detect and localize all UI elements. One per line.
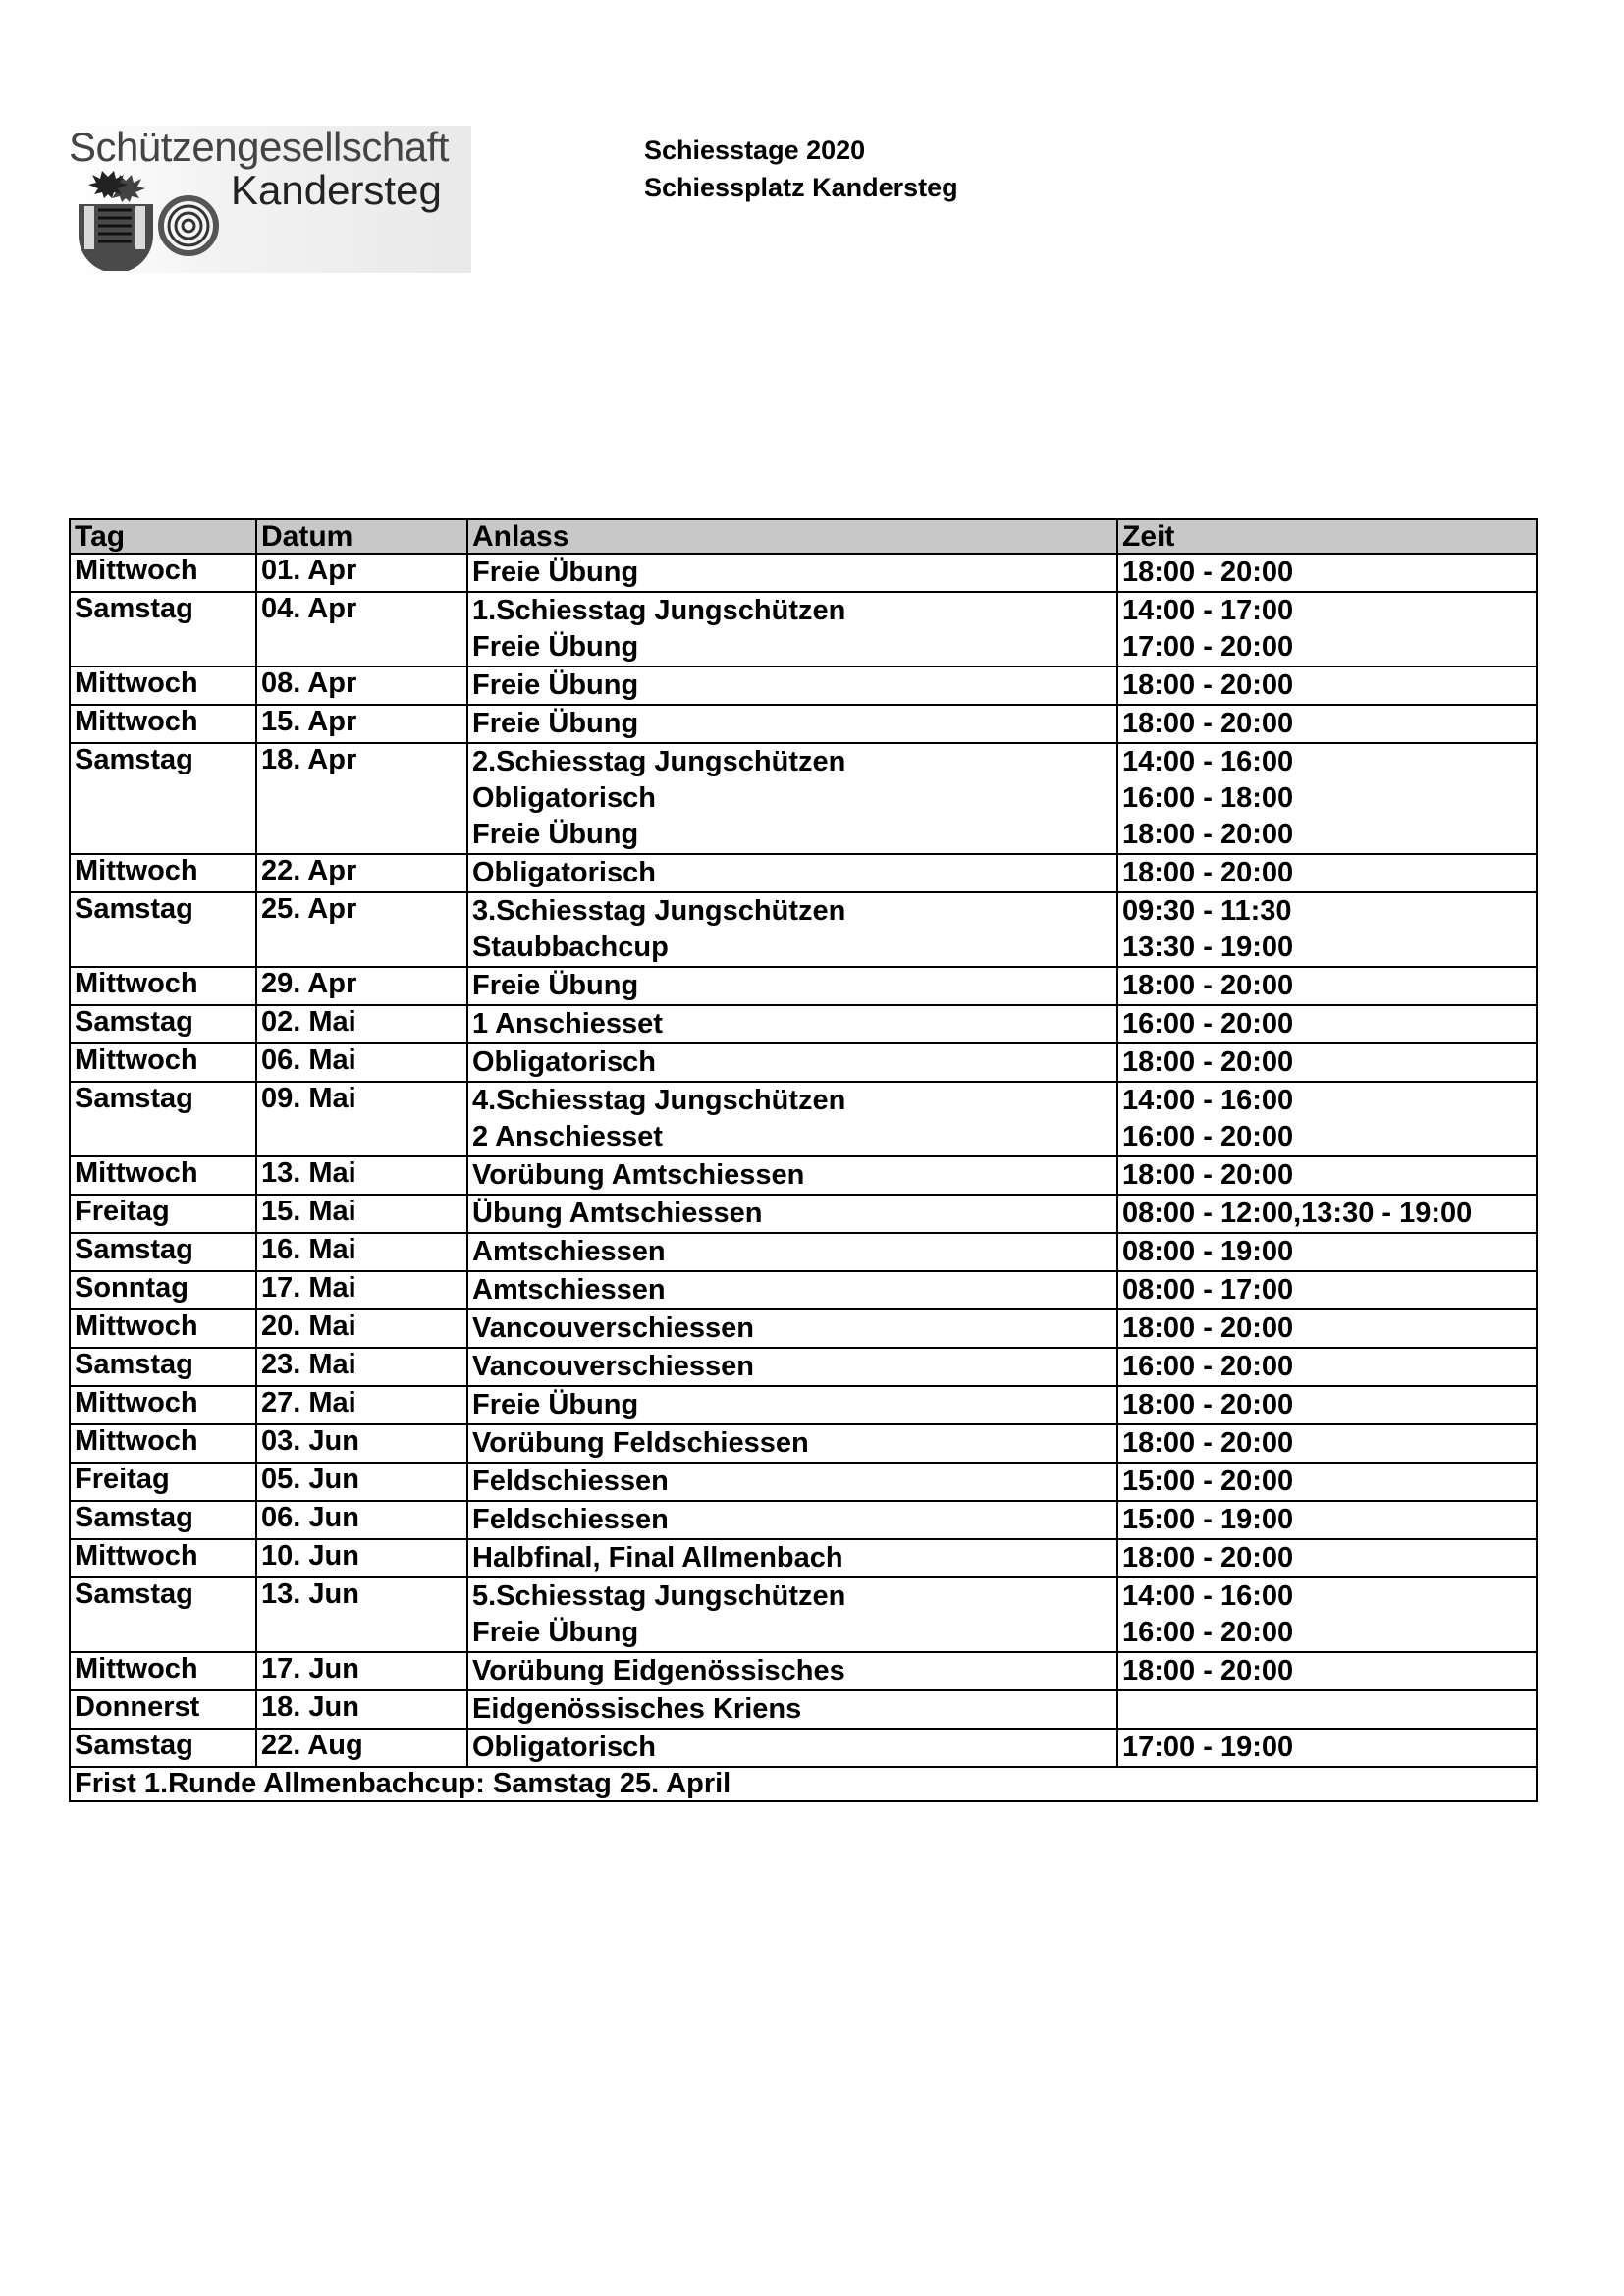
cell-anlass — [467, 1156, 1117, 1195]
cell-datum: 06. Mai — [256, 1043, 467, 1082]
cell-anlass-line: 1.Schiesstag Jungschützen — [472, 595, 846, 626]
cell-anlass-line: Feldschiessen — [472, 1504, 669, 1535]
cell-zeit — [1117, 854, 1537, 892]
cell-anlass-line: Übung Amtschiessen — [472, 1198, 763, 1229]
logo-club-name: Schützengesellschaft — [69, 124, 449, 170]
table-row — [70, 1309, 1537, 1348]
table-row — [70, 1043, 1537, 1082]
cell-zeit-line: 18:00 - 20:00 — [1122, 669, 1294, 701]
cell-anlass — [467, 1082, 1117, 1156]
cell-tag: Mittwoch — [70, 705, 256, 743]
cell-zeit-line: 14:00 - 16:00 — [1122, 746, 1294, 777]
cell-anlass — [467, 1501, 1117, 1539]
table-row — [70, 1501, 1537, 1539]
cell-anlass-line: 2.Schiesstag Jungschützen — [472, 746, 846, 777]
cell-anlass-line: 3.Schiesstag Jungschützen — [472, 895, 846, 927]
cell-datum: 01. Apr — [256, 554, 467, 592]
cell-tag: Samstag — [70, 1501, 256, 1539]
cell-datum: 27. Mai — [256, 1386, 467, 1424]
table-row — [70, 1348, 1537, 1386]
cell-zeit-line: 16:00 - 18:00 — [1122, 782, 1294, 814]
cell-zeit — [1117, 743, 1537, 854]
cell-zeit-line: 18:00 - 20:00 — [1122, 1542, 1294, 1574]
document-heading — [644, 132, 958, 206]
cell-zeit — [1117, 1156, 1537, 1195]
cell-zeit — [1117, 554, 1537, 592]
cell-zeit-line: 18:00 - 20:00 — [1122, 1159, 1294, 1191]
table-row — [70, 592, 1537, 667]
table-row — [70, 1729, 1537, 1767]
cell-anlass-line: Obligatorisch — [472, 782, 656, 814]
cell-anlass — [467, 1386, 1117, 1424]
cell-anlass-line: 2 Anschiesset — [472, 1121, 663, 1152]
cell-zeit — [1117, 705, 1537, 743]
table-row — [70, 854, 1537, 892]
table-row — [70, 1005, 1537, 1043]
cell-zeit — [1117, 592, 1537, 667]
cell-zeit — [1117, 1463, 1537, 1501]
cell-zeit — [1117, 1309, 1537, 1348]
cell-tag: Mittwoch — [70, 1539, 256, 1577]
cell-anlass-line: Halbfinal, Final Allmenbach — [472, 1542, 843, 1574]
cell-tag: Samstag — [70, 1577, 256, 1652]
cell-tag: Samstag — [70, 892, 256, 967]
cell-anlass-line: 1 Anschiesset — [472, 1008, 663, 1040]
cell-datum: 16. Mai — [256, 1233, 467, 1271]
table-row — [70, 1233, 1537, 1271]
cell-zeit-line: 08:00 - 19:00 — [1122, 1236, 1294, 1267]
cell-tag: Mittwoch — [70, 854, 256, 892]
cell-tag: Donnerst — [70, 1690, 256, 1729]
cell-zeit-line: 18:00 - 20:00 — [1122, 708, 1294, 739]
cell-tag: Samstag — [70, 1005, 256, 1043]
cell-tag: Samstag — [70, 743, 256, 854]
cell-datum: 17. Jun — [256, 1652, 467, 1690]
table-row — [70, 1195, 1537, 1233]
cell-anlass — [467, 1463, 1117, 1501]
cell-datum: 09. Mai — [256, 1082, 467, 1156]
cell-zeit — [1117, 1043, 1537, 1082]
cell-datum: 18. Apr — [256, 743, 467, 854]
cell-anlass-line: Freie Übung — [472, 1389, 639, 1420]
cell-anlass-line: Amtschiessen — [472, 1274, 666, 1306]
table-row — [70, 705, 1537, 743]
cell-zeit — [1117, 1652, 1537, 1690]
cell-anlass — [467, 1729, 1117, 1767]
cell-anlass-line: Freie Übung — [472, 669, 639, 701]
cell-tag: Mittwoch — [70, 1652, 256, 1690]
cell-anlass — [467, 1005, 1117, 1043]
cell-anlass-line: 4.Schiesstag Jungschützen — [472, 1085, 846, 1116]
cell-anlass-line: Eidgenössisches Kriens — [472, 1693, 802, 1725]
cell-zeit-line: 09:30 - 11:30 — [1122, 895, 1292, 927]
cell-zeit-line: 17:00 - 19:00 — [1122, 1732, 1294, 1763]
table-footer-row — [70, 1767, 1537, 1801]
cell-zeit — [1117, 1005, 1537, 1043]
cell-datum: 03. Jun — [256, 1424, 467, 1463]
cell-zeit-line: 18:00 - 20:00 — [1122, 1312, 1294, 1344]
table-body — [70, 554, 1537, 1767]
table-row — [70, 1539, 1537, 1577]
cell-anlass-line: Staubbachcup — [472, 932, 669, 963]
club-logo — [69, 126, 471, 273]
cell-anlass — [467, 1577, 1117, 1652]
cell-anlass — [467, 1233, 1117, 1271]
cell-tag: Samstag — [70, 1082, 256, 1156]
cell-datum: 22. Aug — [256, 1729, 467, 1767]
cell-anlass-line: Freie Übung — [472, 708, 639, 739]
table-row — [70, 1690, 1537, 1729]
document-subtitle: Schiessplatz Kandersteg — [644, 173, 958, 202]
cell-anlass — [467, 854, 1117, 892]
header-zeit: Zeit — [1117, 519, 1537, 554]
cell-anlass-line: Freie Übung — [472, 970, 639, 1001]
cell-anlass-line: Freie Übung — [472, 557, 639, 588]
cell-zeit-line: 08:00 - 12:00,13:30 - 19:00 — [1122, 1198, 1473, 1229]
cell-zeit — [1117, 667, 1537, 705]
cell-zeit-line: 15:00 - 20:00 — [1122, 1466, 1294, 1497]
header-tag: Tag — [70, 519, 256, 554]
header-anlass: Anlass — [467, 519, 1117, 554]
cell-zeit — [1117, 1690, 1537, 1729]
cell-anlass-line: Amtschiessen — [472, 1236, 666, 1267]
table-row — [70, 743, 1537, 854]
cell-anlass-line: Freie Übung — [472, 1617, 639, 1648]
deadline-note: Frist 1.Runde Allmenbachcup: Samstag 25. April — [70, 1767, 1537, 1801]
cell-tag: Freitag — [70, 1463, 256, 1501]
cell-datum: 22. Apr — [256, 854, 467, 892]
cell-tag: Sonntag — [70, 1271, 256, 1309]
cell-anlass — [467, 1309, 1117, 1348]
cell-zeit — [1117, 1424, 1537, 1463]
cell-zeit-line: 17:00 - 20:00 — [1122, 631, 1294, 663]
cell-zeit-line: 18:00 - 20:00 — [1122, 1389, 1294, 1420]
cell-zeit-line: 18:00 - 20:00 — [1122, 970, 1294, 1001]
cell-tag: Mittwoch — [70, 1386, 256, 1424]
cell-tag: Mittwoch — [70, 1424, 256, 1463]
cell-zeit — [1117, 1348, 1537, 1386]
cell-anlass — [467, 1652, 1117, 1690]
logo-place-name: Kandersteg — [231, 167, 442, 213]
cell-tag: Mittwoch — [70, 554, 256, 592]
table-header-row — [70, 519, 1537, 554]
cell-zeit-line: 15:00 - 19:00 — [1122, 1504, 1294, 1535]
cell-anlass — [467, 705, 1117, 743]
cell-zeit — [1117, 1271, 1537, 1309]
cell-tag: Mittwoch — [70, 1043, 256, 1082]
cell-zeit — [1117, 1082, 1537, 1156]
cell-anlass — [467, 1195, 1117, 1233]
eagle-coat-of-arms-and-target-icon — [73, 167, 220, 271]
cell-zeit — [1117, 1577, 1537, 1652]
cell-anlass-line: Obligatorisch — [472, 1046, 656, 1078]
cell-zeit-line: 18:00 - 20:00 — [1122, 857, 1294, 888]
cell-zeit-line: 18:00 - 20:00 — [1122, 1427, 1294, 1459]
cell-anlass — [467, 1690, 1117, 1729]
cell-zeit-line: 13:30 - 19:00 — [1122, 932, 1294, 963]
cell-datum: 29. Apr — [256, 967, 467, 1005]
cell-zeit — [1117, 1729, 1537, 1767]
cell-zeit-line: 14:00 - 17:00 — [1122, 595, 1294, 626]
table-row — [70, 667, 1537, 705]
cell-anlass-line: Vancouverschiessen — [472, 1351, 754, 1382]
cell-anlass-line: Freie Übung — [472, 631, 639, 663]
table-row — [70, 1424, 1537, 1463]
cell-datum: 23. Mai — [256, 1348, 467, 1386]
cell-zeit-line: 16:00 - 20:00 — [1122, 1121, 1294, 1152]
cell-anlass — [467, 1424, 1117, 1463]
cell-tag: Mittwoch — [70, 1156, 256, 1195]
cell-zeit — [1117, 1539, 1537, 1577]
cell-zeit-line: 08:00 - 17:00 — [1122, 1274, 1294, 1306]
cell-zeit-line: 18:00 - 20:00 — [1122, 557, 1294, 588]
cell-anlass-line: Obligatorisch — [472, 1732, 656, 1763]
cell-zeit — [1117, 1386, 1537, 1424]
cell-anlass-line: Obligatorisch — [472, 857, 656, 888]
cell-datum: 25. Apr — [256, 892, 467, 967]
cell-tag: Samstag — [70, 1233, 256, 1271]
cell-datum: 04. Apr — [256, 592, 467, 667]
cell-zeit-line: 16:00 - 20:00 — [1122, 1351, 1294, 1382]
cell-zeit-line: 14:00 - 16:00 — [1122, 1085, 1294, 1116]
table-row — [70, 1463, 1537, 1501]
cell-zeit — [1117, 892, 1537, 967]
cell-datum: 08. Apr — [256, 667, 467, 705]
cell-zeit-line: 16:00 - 20:00 — [1122, 1617, 1294, 1648]
cell-zeit — [1117, 1501, 1537, 1539]
cell-zeit-line: 18:00 - 20:00 — [1122, 1046, 1294, 1078]
cell-zeit — [1117, 967, 1537, 1005]
cell-datum: 15. Mai — [256, 1195, 467, 1233]
cell-tag: Samstag — [70, 592, 256, 667]
cell-datum: 05. Jun — [256, 1463, 467, 1501]
table-row — [70, 1271, 1537, 1309]
cell-tag: Mittwoch — [70, 967, 256, 1005]
cell-zeit — [1117, 1233, 1537, 1271]
cell-anlass-line: Vorübung Feldschiessen — [472, 1427, 809, 1459]
cell-anlass — [467, 967, 1117, 1005]
table-row — [70, 554, 1537, 592]
cell-datum: 10. Jun — [256, 1539, 467, 1577]
cell-zeit-line: 18:00 - 20:00 — [1122, 1655, 1294, 1686]
cell-anlass — [467, 554, 1117, 592]
cell-tag: Samstag — [70, 1729, 256, 1767]
table-row — [70, 1156, 1537, 1195]
cell-datum: 06. Jun — [256, 1501, 467, 1539]
cell-anlass — [467, 1043, 1117, 1082]
schedule-table — [69, 518, 1538, 1802]
cell-tag: Mittwoch — [70, 1309, 256, 1348]
cell-datum: 17. Mai — [256, 1271, 467, 1309]
table-row — [70, 967, 1537, 1005]
cell-tag: Mittwoch — [70, 667, 256, 705]
cell-anlass — [467, 1348, 1117, 1386]
table-row — [70, 1652, 1537, 1690]
cell-datum: 02. Mai — [256, 1005, 467, 1043]
cell-anlass-line: Vorübung Eidgenössisches — [472, 1655, 845, 1686]
cell-anlass — [467, 592, 1117, 667]
cell-datum: 13. Mai — [256, 1156, 467, 1195]
cell-zeit-line: 16:00 - 20:00 — [1122, 1008, 1294, 1040]
cell-anlass — [467, 743, 1117, 854]
cell-anlass-line: Freie Übung — [472, 819, 639, 850]
cell-anlass-line: Feldschiessen — [472, 1466, 669, 1497]
cell-anlass — [467, 892, 1117, 967]
cell-anlass — [467, 1539, 1117, 1577]
table-row — [70, 1577, 1537, 1652]
table-row — [70, 1082, 1537, 1156]
cell-datum: 13. Jun — [256, 1577, 467, 1652]
cell-anlass-line: 5.Schiesstag Jungschützen — [472, 1580, 846, 1612]
cell-datum: 18. Jun — [256, 1690, 467, 1729]
table-row — [70, 1386, 1537, 1424]
cell-anlass-line: Vancouverschiessen — [472, 1312, 754, 1344]
cell-anlass-line: Vorübung Amtschiessen — [472, 1159, 805, 1191]
document-title: Schiesstage 2020 — [644, 135, 866, 165]
table-row — [70, 892, 1537, 967]
cell-tag: Samstag — [70, 1348, 256, 1386]
cell-zeit-line — [1122, 1691, 1532, 1728]
cell-datum: 20. Mai — [256, 1309, 467, 1348]
cell-zeit-line: 14:00 - 16:00 — [1122, 1580, 1294, 1612]
cell-anlass — [467, 1271, 1117, 1309]
cell-anlass — [467, 667, 1117, 705]
cell-zeit — [1117, 1195, 1537, 1233]
cell-datum: 15. Apr — [256, 705, 467, 743]
cell-zeit-line: 18:00 - 20:00 — [1122, 819, 1294, 850]
header-datum: Datum — [256, 519, 467, 554]
cell-tag: Freitag — [70, 1195, 256, 1233]
